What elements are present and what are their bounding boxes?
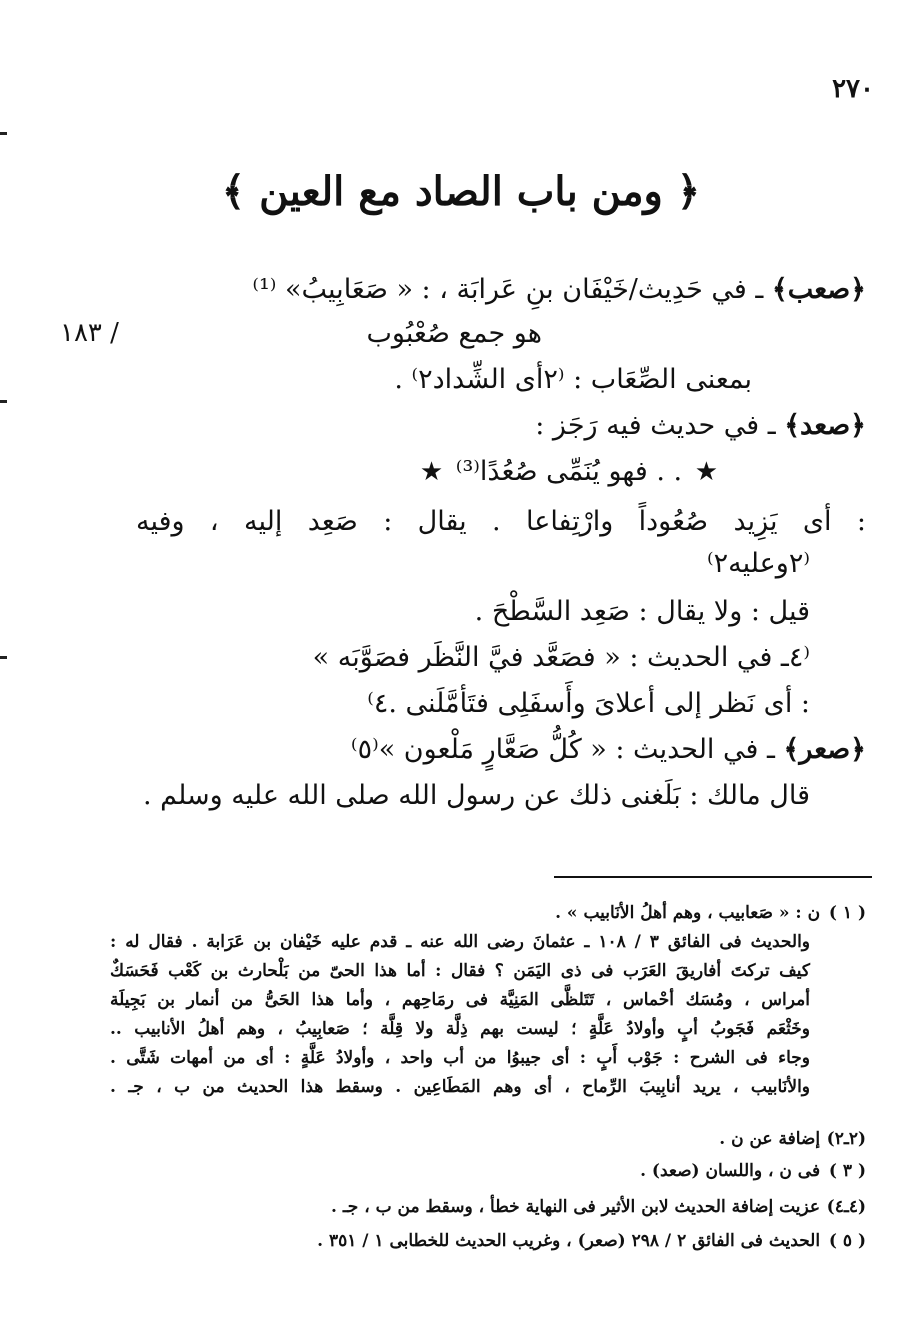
text-line: قيل : ولا يقال : صَعِد السَّطْحَ . bbox=[474, 596, 810, 627]
footnote-text: الحديث فى الفائق ٢ / ٢٩٨ (صعر) ، وغريب الحديث للخطابى ١ / ٣٥١ . bbox=[317, 1231, 821, 1251]
footnote-number: ( ١ ) bbox=[828, 903, 866, 923]
footnote-continuation: أمراس ، ومُسَك أحْماس ، تَتَلظَّى المَنِيَّة فى رمَاحِهم ، وأما هذا الحَىُّ من أنمار بن بَجِيلَة bbox=[110, 990, 810, 1010]
text-line: : أى يَزِيد صُعُوداً وارْتِفاعا . يقال : صَعِد إليه ، وفيه bbox=[136, 506, 866, 537]
scan-edge-mark bbox=[0, 132, 7, 135]
scan-edge-mark bbox=[0, 656, 7, 659]
entry-text: ـ في حَدِيث/خَيْفَان بنِ عَرابَة ، : « صَعَابِيبُ» ⁽¹⁾ bbox=[252, 274, 764, 305]
scan-edge-mark bbox=[0, 400, 7, 403]
footnote-continuation: وجاء فى الشرح : جَوْب أَبٍ : أى جيبوُا من أب واحد ، وأولادُ عَلَّةٍ : أى من أمهات شَتَّى . bbox=[110, 1048, 810, 1068]
footnote-text: عزيت إضافة الحديث لابن الأثير فى النهاية خطأ ، وسقط من ب ، جـ . bbox=[330, 1197, 821, 1217]
footnote-separator bbox=[554, 876, 872, 878]
footnote-number: ( ٣ ) bbox=[828, 1161, 866, 1181]
footnote bbox=[719, 1126, 866, 1153]
footnote bbox=[555, 900, 866, 927]
footnote-continuation: كيف تركتَ أفاريقَ العَرَب فى ذى اليَمَن ؟ فقال : أما هذا الحىّ من بَلْحارث بن كَعْب فَحَسَكٌ bbox=[110, 961, 810, 981]
footnote-text: فى ن ، واللسان (صعد) . bbox=[640, 1161, 821, 1181]
footnote-continuation: والأنَابيب ، يريد أنابِيبَ الرِّماح ، أى وهم المَطَاعِين . وسقط هذا الحديث من ب ، جـ . bbox=[110, 1077, 810, 1097]
text-line: هو جمع صُعْبُوب bbox=[366, 318, 542, 349]
entry-line bbox=[252, 270, 866, 310]
verse-line bbox=[416, 456, 722, 487]
text-line: قال مالك : بَلَغنى ذلك عن رسول الله صلى الله عليه وسلم . bbox=[142, 780, 810, 811]
text-line: بمعنى الصِّعَاب : ⁽٢أى الشِّداد٢⁾ . bbox=[394, 364, 752, 395]
margin-reference: ١٨٣ / bbox=[60, 318, 119, 348]
text-line: : أى نَظر إلى أعلاىَ وأَسفَلِى فتَأمَّلَنى .٤⁾ bbox=[367, 688, 810, 719]
entry-line bbox=[535, 406, 866, 446]
footnote-continuation: والحديث فى الفائق ٣ / ١٠٨ ـ عثمانَ رضى الله عنه ـ قدم عليه خَيْفان بن عَرَابة . فقال له : bbox=[110, 932, 811, 952]
entry-headword: ﴿صعب﴾ bbox=[771, 274, 866, 305]
footnote bbox=[640, 1158, 866, 1185]
star-icon: ★ bbox=[419, 457, 444, 487]
entry-text: ـ في حديث فيه رَجَز : bbox=[535, 410, 776, 441]
page-number: ٢٧٠ bbox=[832, 74, 874, 104]
footnote bbox=[317, 1228, 866, 1255]
star-icon: ★ bbox=[694, 457, 718, 487]
entry-headword: ﴿صعد﴾ bbox=[784, 410, 866, 441]
footnote bbox=[331, 1194, 866, 1221]
entry-text: ـ في الحديث : « كُلُّ صَعَّارٍ مَلْعون »⁽٥⁾ bbox=[350, 734, 775, 765]
footnote-number: (٢ـ٢) bbox=[826, 1129, 866, 1149]
text-line: ⁽٤ـ في الحديث : « فصَعَّد فيَّ النَّظَر فصَوَّبَه » bbox=[312, 642, 810, 673]
footnote-text: إضافة عن ن . bbox=[719, 1129, 821, 1149]
footnote-number: (٤ـ٤) bbox=[826, 1197, 866, 1217]
text-line: ⁽٢وعليه٢⁾ bbox=[706, 548, 810, 579]
footnote-number: ( ٥ ) bbox=[828, 1231, 866, 1251]
chapter-title: ﴿ ومن باب الصاد مع العين ﴾ bbox=[221, 168, 701, 215]
entry-line bbox=[351, 730, 866, 770]
entry-headword: ﴿صعر﴾ bbox=[783, 734, 866, 765]
footnote-text: ن : « صَعابيب ، وهم أهلُ الأنَابيب » . bbox=[555, 903, 821, 923]
verse-text: . . فهو يُنَمِّى صُعُدًا⁽³⁾ bbox=[455, 456, 683, 487]
footnote-continuation: وخَثْعَم فَجَوبُ أبٍ وأولادُ عَلَّةٍ ؛ ليست بهم ذِلَّة ولا قِلَّة ؛ صَعابِيبُ ، وهم أهلُ الأنابيب .. bbox=[110, 1019, 810, 1039]
